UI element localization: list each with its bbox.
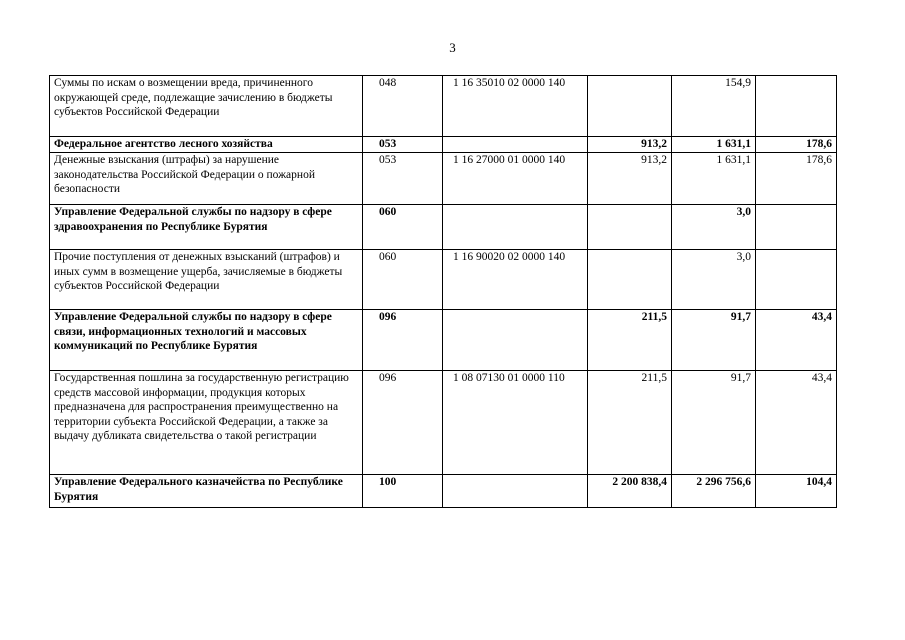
table-row <box>50 475 837 508</box>
row-kbk <box>443 475 588 508</box>
row-value-1 <box>588 250 672 310</box>
row-value-1: 913,2 <box>588 137 672 153</box>
row-name: Управление Федеральной службы по надзору в сфере здравоохранения по Республике Бурятия <box>50 205 363 250</box>
row-value-2: 1 631,1 <box>672 153 756 205</box>
table-row <box>50 205 837 250</box>
row-name: Управление Федеральной службы по надзору в сфере связи, информационных технологий и массовых коммуникаций по Республике Бурятия <box>50 310 363 371</box>
row-code: 053 <box>363 137 443 153</box>
row-kbk <box>443 137 588 153</box>
row-kbk: 1 16 35010 02 0000 140 <box>443 76 588 137</box>
row-value-2: 3,0 <box>672 205 756 250</box>
row-value-2: 2 296 756,6 <box>672 475 756 508</box>
row-value-2: 1 631,1 <box>672 137 756 153</box>
row-value-3: 104,4 <box>756 475 837 508</box>
row-value-3 <box>756 76 837 137</box>
row-kbk <box>443 310 588 371</box>
row-code: 060 <box>363 250 443 310</box>
row-code: 096 <box>363 310 443 371</box>
row-value-1: 913,2 <box>588 153 672 205</box>
row-name: Федеральное агентство лесного хозяйства <box>50 137 363 153</box>
row-kbk: 1 16 90020 02 0000 140 <box>443 250 588 310</box>
row-name: Прочие поступления от денежных взысканий (штрафов) и иных сумм в возмещение ущерба, зачисляемые в бюджеты субъектов Российской Федерации <box>50 250 363 310</box>
row-code: 053 <box>363 153 443 205</box>
row-name: Суммы по искам о возмещении вреда, причиненного окружающей среде, подлежащие зачислению в бюджеты субъектов Российской Федерации <box>50 76 363 137</box>
row-value-1: 2 200 838,4 <box>588 475 672 508</box>
table-row <box>50 371 837 475</box>
row-name: Денежные взыскания (штрафы) за нарушение законодательства Российской Федерации о пожарной безопасности <box>50 153 363 205</box>
page-number: 3 <box>449 40 456 55</box>
row-code: 100 <box>363 475 443 508</box>
row-name: Государственная пошлина за государственную регистрацию средств массовой информации, продукция которых предназначена для распространения преимущественно на территории субъекта Российской Федерации, а также за выдачу дубликата свидетельства о такой регистрации <box>50 371 363 475</box>
table-row <box>50 153 837 205</box>
row-code: 096 <box>363 371 443 475</box>
row-kbk <box>443 205 588 250</box>
row-value-1: 211,5 <box>588 310 672 371</box>
row-value-1: 211,5 <box>588 371 672 475</box>
row-code: 048 <box>363 76 443 137</box>
row-value-1 <box>588 76 672 137</box>
row-value-3: 43,4 <box>756 371 837 475</box>
row-code: 060 <box>363 205 443 250</box>
row-name: Управление Федерального казначейства по Республике Бурятия <box>50 475 363 508</box>
row-value-2: 91,7 <box>672 310 756 371</box>
row-value-2: 91,7 <box>672 371 756 475</box>
row-kbk: 1 16 27000 01 0000 140 <box>443 153 588 205</box>
row-value-2: 3,0 <box>672 250 756 310</box>
row-value-1 <box>588 205 672 250</box>
row-value-3 <box>756 205 837 250</box>
row-kbk: 1 08 07130 01 0000 110 <box>443 371 588 475</box>
table-row <box>50 250 837 310</box>
table-row <box>50 310 837 371</box>
row-value-3: 178,6 <box>756 137 837 153</box>
row-value-3: 178,6 <box>756 153 837 205</box>
revenue-table <box>49 75 837 508</box>
table-row <box>50 76 837 137</box>
table-row <box>50 137 837 153</box>
row-value-2: 154,9 <box>672 76 756 137</box>
row-value-3: 43,4 <box>756 310 837 371</box>
row-value-3 <box>756 250 837 310</box>
